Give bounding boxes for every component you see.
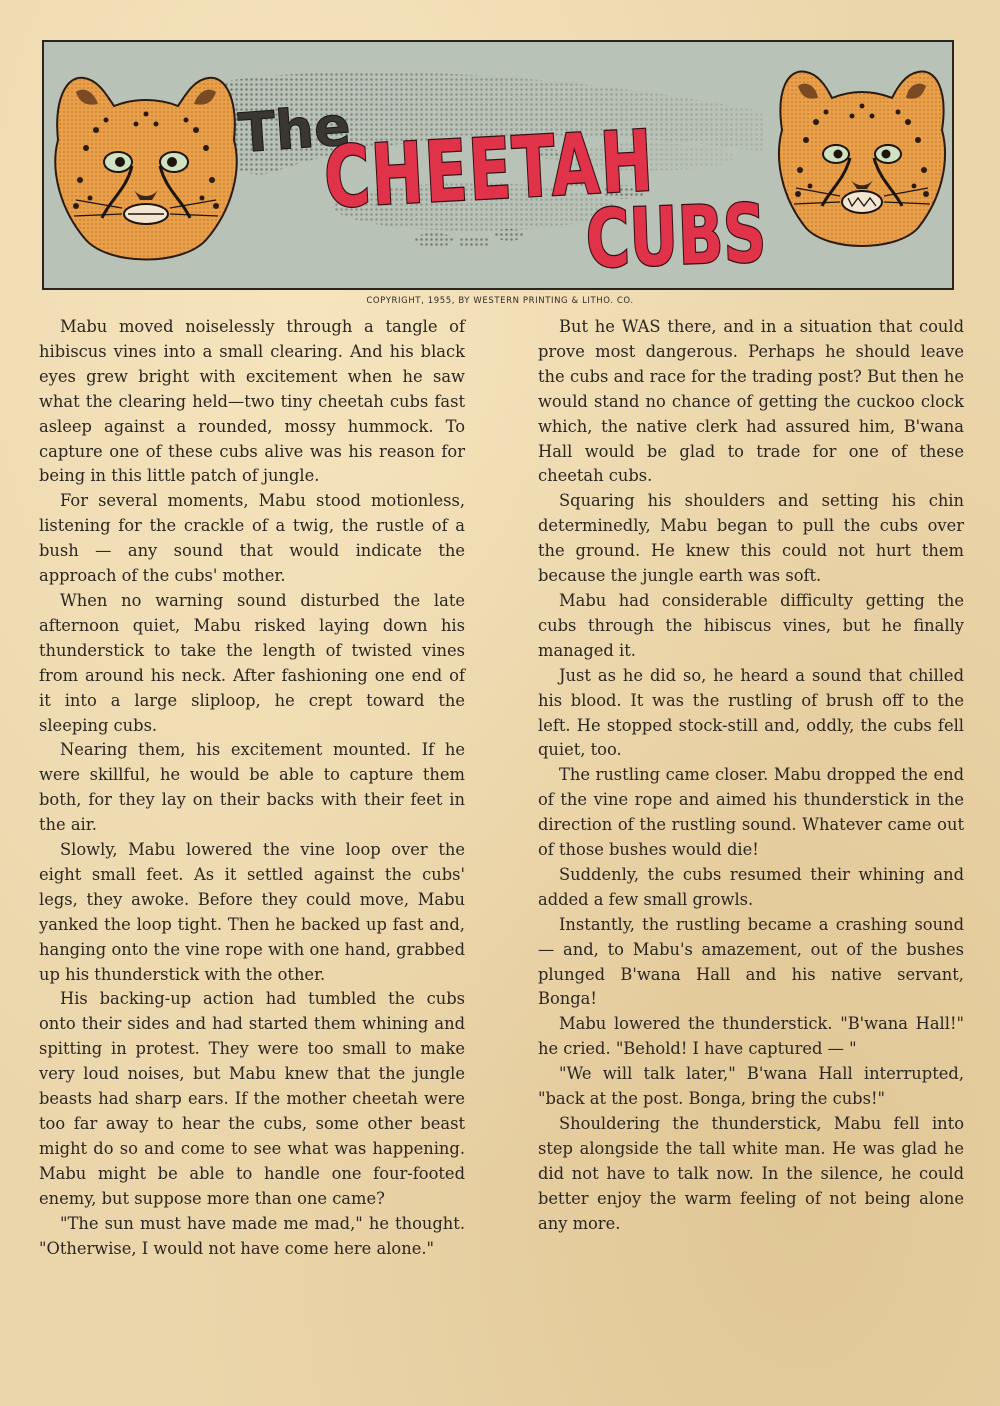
title-the: The [236, 94, 353, 165]
story-paragraph: When no warning sound disturbed the late afternoon quiet, Mabu risked laying down his thunderstick to take the length of twisted vines from around his neck. After fashioning one end of it into a large sliploop, he crept toward the sleeping cubs. [39, 590, 465, 735]
story-paragraph: Mabu moved noiselessly through a tangle of hibiscus vines into a small clearing. And his black eyes grew bright with excitement when he saw what the clearing held—two tiny cheetah cubs fast asleep against a rounded, mossy hummock. To capture one of these cubs alive was his reason for being in this little patch of jungle. [39, 317, 465, 486]
story-paragraph: Shouldering the thunderstick, Mabu fell into step alongside the tall white man. He was glad he did not have to talk now. In the silence, he could better enjoy the warm feeling of not being alone any more. [538, 1114, 964, 1233]
story-paragraph: Suddenly, the cubs resumed their whining and added a few small growls. [538, 864, 964, 909]
title-banner [42, 40, 954, 290]
cheetah-cub-face-icon [779, 72, 945, 246]
story-paragraph: "The sun must have made me mad," he thought. "Otherwise, I would not have come here alone." [39, 1213, 465, 1258]
story-paragraph: Mabu had considerable difficulty getting the cubs through the hibiscus vines, but he finally managed it. [538, 590, 964, 660]
story-paragraph: Instantly, the rustling became a crashing sound — and, to Mabu's amazement, out of the bushes plunged B'wana Hall and his native servant, Bonga! [538, 914, 964, 1009]
copyright-notice: COPYRIGHT, 1955, BY WESTERN PRINTING & LITHO. CO. [366, 296, 634, 306]
title-cheetah: CHEETAH [321, 108, 730, 227]
story-paragraph: But he WAS there, and in a situation that could prove most dangerous. Perhaps he should leave the cubs and race for the trading post? But then he would stand no chance of getting the cuckoo clock which, the native clerk had assured him, B'wana Hall would be glad to trade for one of these cheetah cubs. [538, 317, 964, 486]
story-paragraph: The rustling came closer. Mabu dropped the end of the vine rope and aimed his thunderstick in the direction of the rustling sound. Whatever came out of those bushes would die! [538, 765, 964, 860]
cheetah-cub-face-icon [55, 78, 236, 260]
story-paragraph: Nearing them, his excitement mounted. If he were skillful, he would be able to capture them both, for they lay on their backs with their feet in the air. [39, 740, 465, 835]
story-paragraph: Just as he did so, he heard a sound that chilled his blood. It was the rustling of brush off to the left. He stopped stock-still and, oddly, the cubs fell quiet, too. [538, 665, 964, 760]
story-paragraph: Squaring his shoulders and setting his chin determinedly, Mabu began to pull the cubs over the ground. He knew this could not hurt them because the jungle earth was soft. [538, 491, 964, 586]
story-paragraph: For several moments, Mabu stood motionless, listening for the crackle of a twig, the rustle of a bush — any sound that would indicate the approach of the cubs' mother. [39, 491, 465, 586]
story-column-left [39, 315, 465, 1261]
story-paragraph: His backing-up action had tumbled the cubs onto their sides and had started them whining and spitting in protest. They were too small to make very loud noises, but Mabu knew that the jungle beasts had sharp ears. If the mother cheetah were too far away to hear the cubs, some other beast might do so and come to see what was happening. Mabu might be able to handle one four-footed enemy, but suppose more than one came? [39, 989, 465, 1208]
story-paragraph: Mabu lowered the thunderstick. "B'wana Hall!" he cried. "Behold! I have captured — " [538, 1014, 964, 1059]
story-column-right [538, 315, 964, 1237]
banner-art [44, 42, 952, 288]
story-paragraph: "We will talk later," B'wana Hall interrupted, "back at the post. Bonga, bring the cubs!" [538, 1064, 964, 1109]
title-cubs: CUBS [584, 185, 806, 286]
story-paragraph: Slowly, Mabu lowered the vine loop over the eight small feet. As it settled against the cubs' legs, they awoke. Before they could move, Mabu yanked the loop tight. Then he backed up fast and, hanging onto the vine rope with one hand, grabbed up his thunderstick with the other. [39, 840, 465, 984]
